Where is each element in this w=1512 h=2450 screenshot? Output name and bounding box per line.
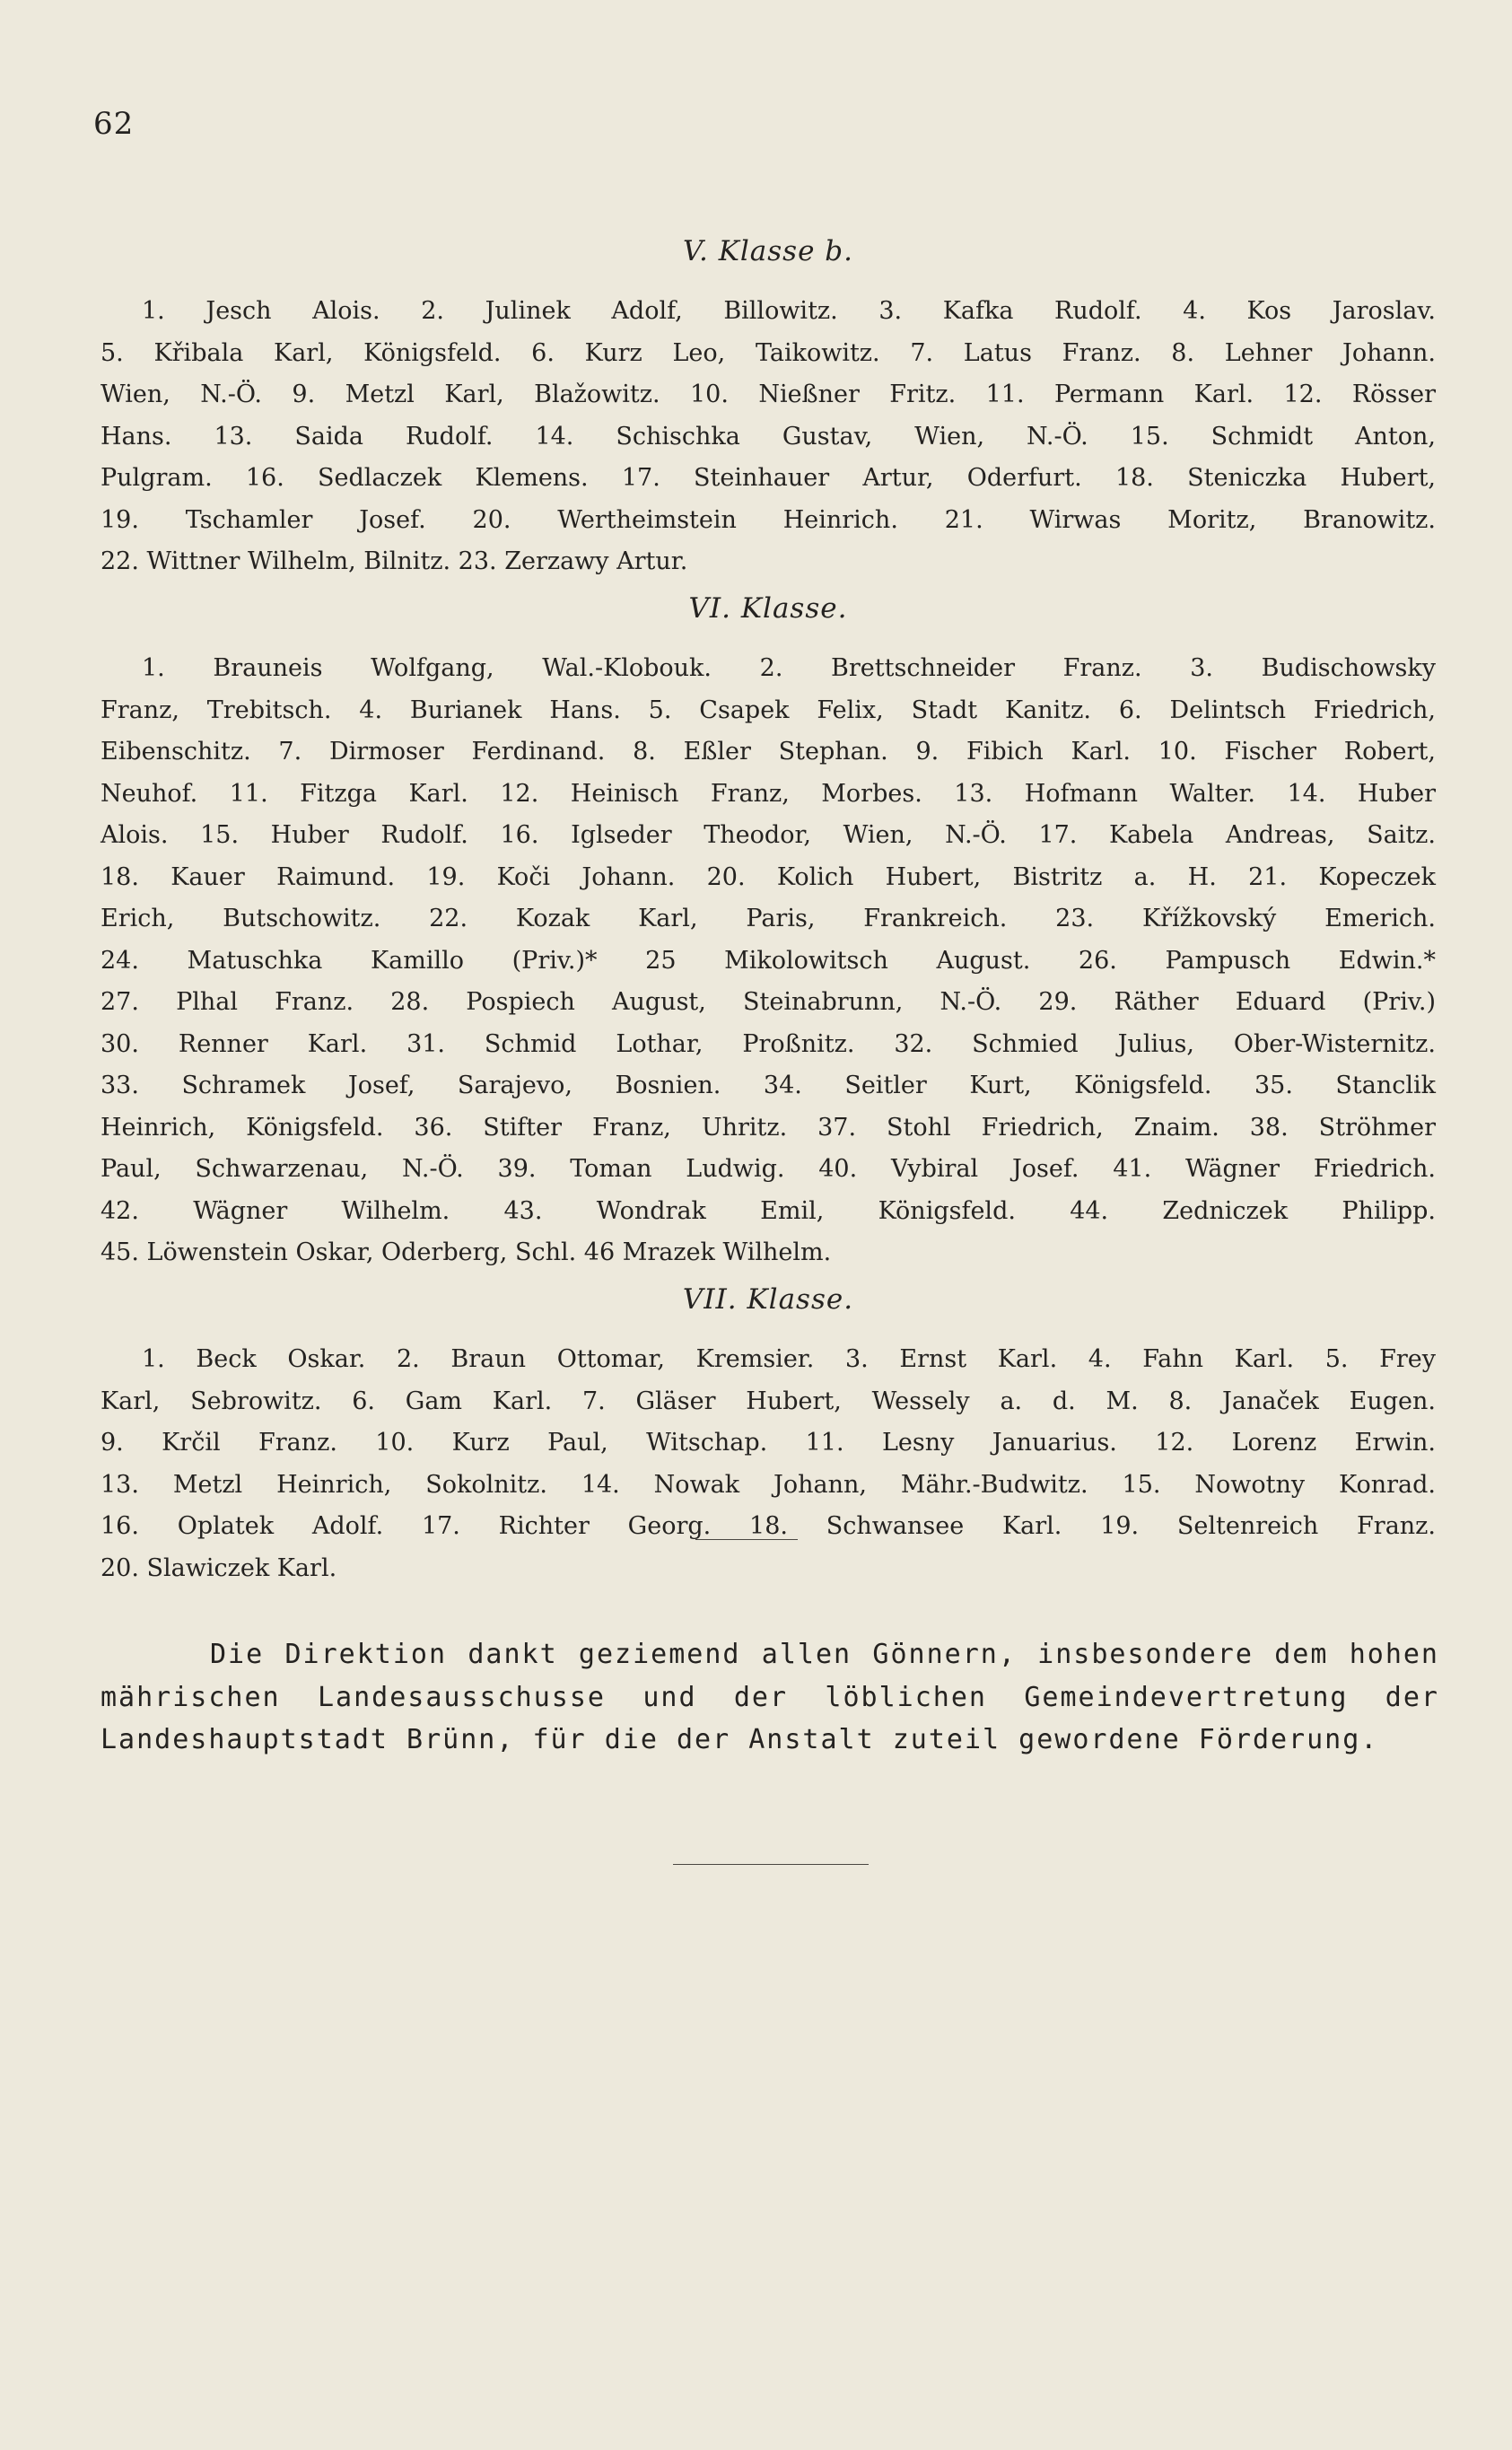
list-line: 45. Löwenstein Oskar, Oderberg, Schl. 46 Mrazek Wilhelm. [101,1238,832,1266]
list-line: 20. Slawiczek Karl. [101,1553,337,1582]
section-heading: VII. Klasse. [682,1283,854,1316]
list-line: Pulgram. 16. Sedlaczek Klemens. 17. Steinhauer Artur, Oderfurt. 18. Steniczka Hubert, [101,464,1436,492]
list-line: 24. Matuschka Kamillo (Priv.)* 25 Mikolowitsch August. 26. Pampusch Edwin.* [101,946,1436,975]
section-heading: V. Klasse b. [683,235,853,267]
list-line: Eibenschitz. 7. Dirmoser Ferdinand. 8. Eßler Stephan. 9. Fibich Karl. 10. Fischer Robert, [101,738,1436,766]
list-line: 16. Oplatek Adolf. 17. Richter Georg. 18. Schwansee Karl. 19. Seltenreich Franz. [101,1512,1436,1540]
list-line: 5. Křibala Karl, Königsfeld. 6. Kurz Leo, Taikowitz. 7. Latus Franz. 8. Lehner Johann. [101,338,1436,367]
list-line: 18. Kauer Raimund. 19. Koči Johann. 20. Kolich Hubert, Bistritz a. H. 21. Kopeczek [101,862,1436,891]
list-line: 30. Renner Karl. 31. Schmid Lothar, Proßnitz. 32. Schmied Julius, Ober-Wisternitz. [101,1029,1436,1058]
section-class-5b [101,235,1436,583]
list-line: Neuhof. 11. Fitzga Karl. 12. Heinisch Franz, Morbes. 13. Hofmann Walter. 14. Huber [101,779,1436,808]
section-heading: VI. Klasse. [688,592,848,625]
list-line: 9. Krčil Franz. 10. Kurz Paul, Witschap. 11. Lesny Januarius. 12. Lorenz Erwin. [101,1429,1436,1457]
list-line: Franz, Trebitsch. 4. Burianek Hans. 5. Csapek Felix, Stadt Kanitz. 6. Delintsch Friedrich, [101,696,1436,724]
list-line: 13. Metzl Heinrich, Sokolnitz. 14. Nowak Johann, Mähr.-Budwitz. 15. Nowotny Konrad. [101,1470,1436,1499]
list-line: Hans. 13. Saida Rudolf. 14. Schischka Gustav, Wien, N.-Ö. 15. Schmidt Anton, [101,422,1436,451]
divider-rule [673,1864,869,1865]
closing-note: Die Direktion dankt geziemend allen Gönnern, insbesondere dem hohen mährischen Landesausschusse und der löblichen Gemeindevertretung der Landeshauptstadt Brünn, für die der Anstalt zuteil gewordene Förderung. [101,1639,1439,1755]
divider-rule [695,1539,798,1540]
list-line: 19. Tschamler Josef. 20. Wertheimstein Heinrich. 21. Wirwas Moritz, Branowitz. [101,505,1436,534]
list-line: 1. Beck Oskar. 2. Braun Ottomar, Kremsier. 3. Ernst Karl. 4. Fahn Karl. 5. Frey [142,1345,1436,1373]
list-line: 1. Brauneis Wolfgang, Wal.-Klobouk. 2. Brettschneider Franz. 3. Budischowsky [142,654,1436,682]
list-line: 27. Plhal Franz. 28. Pospiech August, Steinabrunn, N.-Ö. 29. Räther Eduard (Priv.) [101,988,1436,1016]
list-line: 33. Schramek Josef, Sarajevo, Bosnien. 34. Seitler Kurt, Königsfeld. 35. Stanclik [101,1072,1436,1099]
list-line: Karl, Sebrowitz. 6. Gam Karl. 7. Gläser Hubert, Wessely a. d. M. 8. Janaček Eugen. [101,1387,1436,1415]
list-line: Erich, Butschowitz. 22. Kozak Karl, Paris, Frankreich. 23. Křížkovský Emerich. [101,905,1436,932]
page-number: 62 [93,106,135,142]
list-line: Wien, N.-Ö. 9. Metzl Karl, Blažowitz. 10. Nießner Fritz. 11. Permann Karl. 12. Rösser [101,381,1436,408]
section-class-6 [101,592,1436,1274]
student-list [101,648,1436,1274]
list-line: Heinrich, Königsfeld. 36. Stifter Franz, Uhritz. 37. Stohl Friedrich, Znaim. 38. Ströhmer [101,1113,1436,1142]
list-line: Alois. 15. Huber Rudolf. 16. Iglseder Theodor, Wien, N.-Ö. 17. Kabela Andreas, Saitz. [101,821,1436,849]
student-list [101,291,1436,583]
list-line: 42. Wägner Wilhelm. 43. Wondrak Emil, Königsfeld. 44. Zedniczek Philipp. [101,1196,1436,1225]
list-line: 1. Jesch Alois. 2. Julinek Adolf, Billowitz. 3. Kafka Rudolf. 4. Kos Jaroslav. [142,297,1436,325]
list-line: 22. Wittner Wilhelm, Bilnitz. 23. Zerzawy Artur. [101,547,688,575]
section-class-7 [101,1283,1436,1589]
student-list [101,1339,1436,1589]
list-line: Paul, Schwarzenau, N.-Ö. 39. Toman Ludwig. 40. Vybiral Josef. 41. Wägner Friedrich. [101,1155,1436,1183]
